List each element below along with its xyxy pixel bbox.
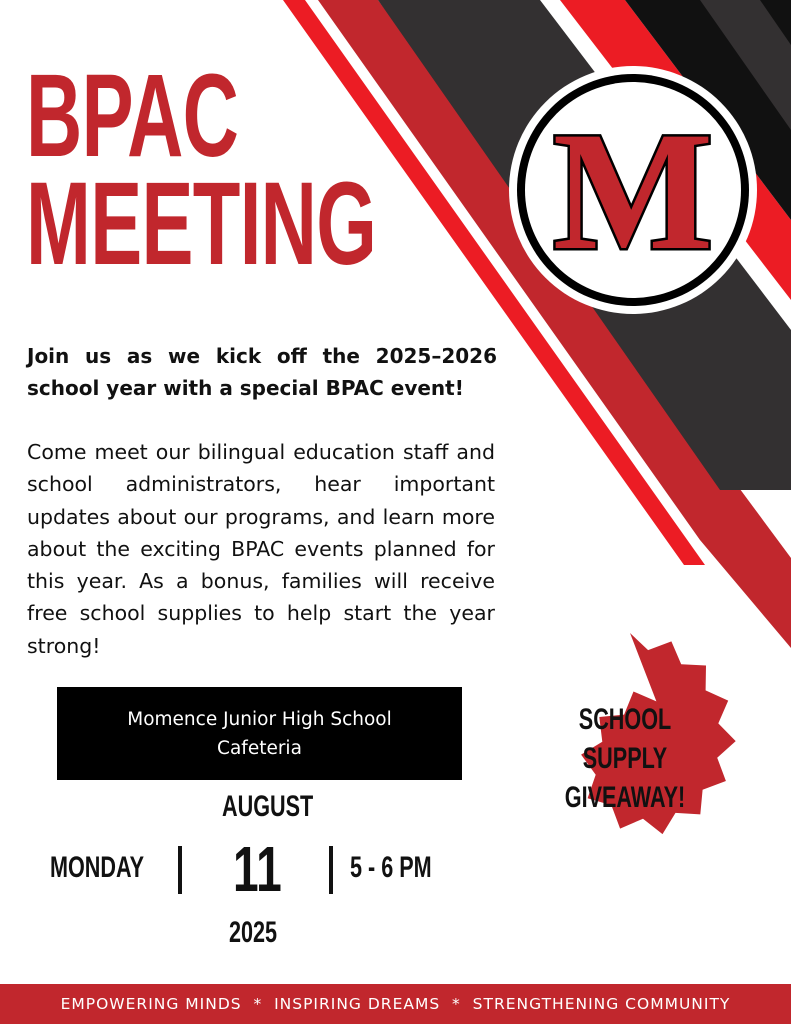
footer-banner xyxy=(0,984,791,1024)
footer-tagline: EMPOWERING MINDS * INSPIRING DREAMS * STRENGTHENING COMMUNITY xyxy=(60,995,731,1013)
event-month: AUGUST xyxy=(222,790,314,823)
badge-line-1: SCHOOL xyxy=(578,703,672,736)
badge-line-3: GIVEAWAY! xyxy=(564,781,686,814)
location-text xyxy=(127,705,392,763)
event-year: 2025 xyxy=(229,916,278,949)
intro-text: Join us as we kick off the 2025–2026 school year with a special BPAC event! xyxy=(27,344,497,400)
description-text: Come meet our bilingual education staff and school administrators, hear important updates about our programs, and learn more about the exciting BPAC events planned for this year. As a bonus, families will receive free school supplies to help start the year strong! xyxy=(27,440,495,658)
date-separator xyxy=(178,846,182,894)
location-room: Cafeteria xyxy=(217,737,302,759)
event-weekday: MONDAY xyxy=(50,851,145,884)
supply-badge-text xyxy=(540,700,710,817)
location-box xyxy=(57,687,462,780)
title-line-1: BPAC xyxy=(26,50,239,182)
event-day: 11 xyxy=(233,833,282,905)
badge-line-2: SUPPLY xyxy=(582,742,668,775)
school-logo xyxy=(508,65,758,315)
event-time: 5 - 6 PM xyxy=(350,851,432,884)
date-separator xyxy=(329,846,333,894)
location-school: Momence Junior High School xyxy=(127,708,392,730)
title-line-2: MEETING xyxy=(26,158,377,290)
page-title xyxy=(26,50,557,290)
logo-letter: M xyxy=(552,97,714,285)
